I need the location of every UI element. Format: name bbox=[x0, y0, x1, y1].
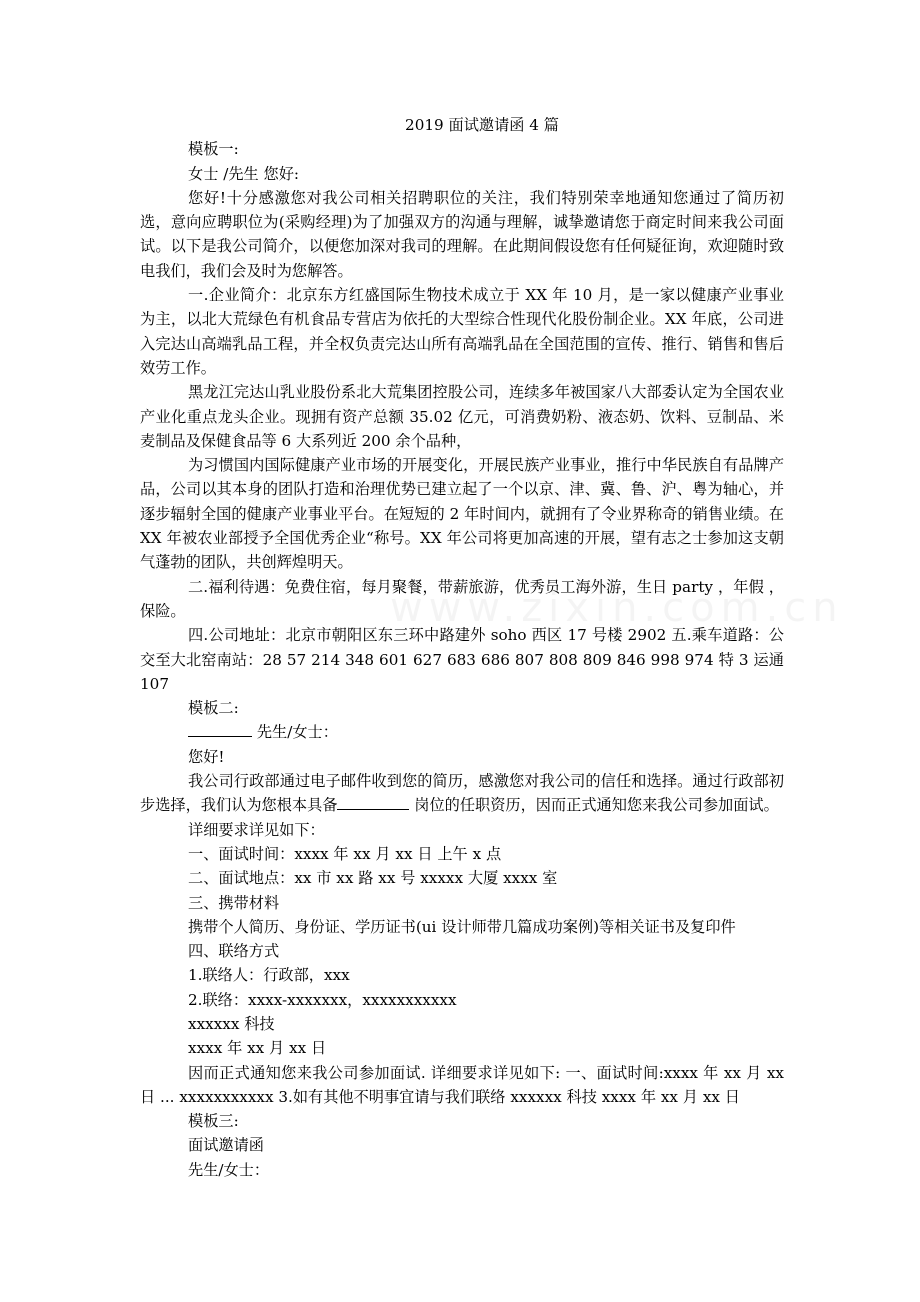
template2-heading: 模板二: bbox=[188, 699, 239, 718]
template3-salutation: 先生/女士： bbox=[188, 1160, 270, 1179]
template1-paragraph-market: 为习惯国内国际健康产业市场的开展变化，开展民族产业事业，推行中华民族自有品牌产品，公司以其本身的团队打造和治理优势已建立起了一个以京、津、冀、鲁、沪、粤为轴心，并逐步辐射全国的健康产业事业平台。在短短的 2 年时间内，就拥有了令业界称奇的销售业绩。在 XX 年被农业部授予全国优秀企业“称号。XX 年公司将更加高速的开展，望有志之士参加这支朝气蓬勃的团队，共创辉煌明天。 bbox=[140, 456, 784, 572]
document-title: 2019 面试邀请函 4 篇 bbox=[405, 116, 559, 134]
template2-item-contact: 四、联络方式 bbox=[188, 942, 280, 961]
template1-paragraph-wandashan: 黑龙江完达山乳业股份系北大荒集团控股公司，连续多年被国家八大部委认定为全国农业产业化重点龙头企业。现拥有资产总额 35.02 亿元，可消费奶粉、液态奶、饮料、豆制品、米麦制品及保健食品等 6 大系列近 200 余个品种， bbox=[140, 383, 784, 450]
template2-salutation-text: 先生/女士： bbox=[252, 723, 338, 742]
template1-paragraph-company: 一.企业简介：北京东方红盛国际生物技术成立于 XX 年 10 月，是一家以健康产业事业为主，以北大荒绿色有机食品专营店为依托的大型综合性现代化股份制企业。XX 年底，公司进入完达山高端乳品工程，并全权负责完达山所有高端乳品在全国范围的宣传、推行、销售和售后效劳工作。 bbox=[140, 286, 784, 377]
template2-paragraph-notice bbox=[140, 769, 784, 818]
template3-doc-title: 面试邀请函 bbox=[188, 1136, 264, 1155]
position-blank bbox=[337, 794, 409, 810]
template2-salutation bbox=[140, 720, 784, 744]
name-blank bbox=[188, 721, 252, 737]
template2-greeting: 您好! bbox=[188, 747, 225, 766]
template2-notice-after: 岗位的任职资历，因而正式通知您来我公司参加面试。 bbox=[409, 796, 779, 815]
template2-contact-person: 1.联络人：行政部，xxx bbox=[188, 966, 350, 985]
template1-heading: 模板一: bbox=[188, 140, 239, 159]
template2-company: xxxxxx 科技 bbox=[188, 1014, 275, 1033]
template2-item-time: 一、面试时间：xxxx 年 xx 月 xx 日 上午 x 点 bbox=[188, 844, 502, 863]
template2-details-heading: 详细要求详见如下： bbox=[188, 820, 325, 839]
template1-paragraph-address: 四.公司地址：北京市朝阳区东三环中路建外 soho 西区 17 号楼 2902 五.乘车道路：公交至大北窑南站：28 57 214 348 601 627 683 686 807 808 809 846 998 974 特 3 运通 107 bbox=[140, 626, 784, 693]
document-page bbox=[140, 113, 784, 1182]
template2-notice-before: 我公司行政部通过电子邮件收到您的简历，感激您对我公司的信任和选择。通过行政部初步选择，我们认为您根本具备 bbox=[140, 772, 784, 815]
template2-item-materials: 三、携带材料 bbox=[188, 893, 280, 912]
template2-item-materials-detail: 携带个人简历、身份证、学历证书(ui 设计师带几篇成功案例)等相关证书及复印件 bbox=[188, 917, 736, 936]
template2-contact-phone: 2.联络：xxxx-xxxxxxx，xxxxxxxxxxx bbox=[188, 990, 457, 1009]
template1-salutation: 女士 /先生 您好: bbox=[188, 164, 300, 183]
template2-date: xxxx 年 xx 月 xx 日 bbox=[188, 1039, 327, 1058]
template1-paragraph-benefits: 二.福利待遇：免费住宿，每月聚餐，带薪旅游，优秀员工海外游，生日 party ，年假 ，保险。 bbox=[140, 577, 784, 620]
template1-paragraph-intro: 您好!十分感激您对我公司相关招聘职位的关注，我们特别荣幸地通知您通过了简历初选，意向应聘职位为(采购经理)为了加强双方的沟通与理解，诚挚邀请您于商定时间来我公司面试。以下是我公司简介，以便您加深对我司的理解。在此期间假设您有任何疑征询，欢迎随时致电我们，我们会及时为您解答。 bbox=[140, 188, 784, 280]
template3-heading: 模板三: bbox=[188, 1112, 239, 1131]
template2-summary: 因而正式通知您来我公司参加面试. 详细要求详见如下: 一、面试时间:xxxx 年 xx 月 xx 日 ... xxxxxxxxxxx 3.如有其他不明事宜请与我们联络 xxxxxx 科技 xxxx 年 xx 月 xx 日 bbox=[140, 1063, 784, 1106]
template2-item-location: 二、面试地点：xx 市 xx 路 xx 号 xxxxx 大厦 xxxx 室 bbox=[188, 869, 558, 888]
